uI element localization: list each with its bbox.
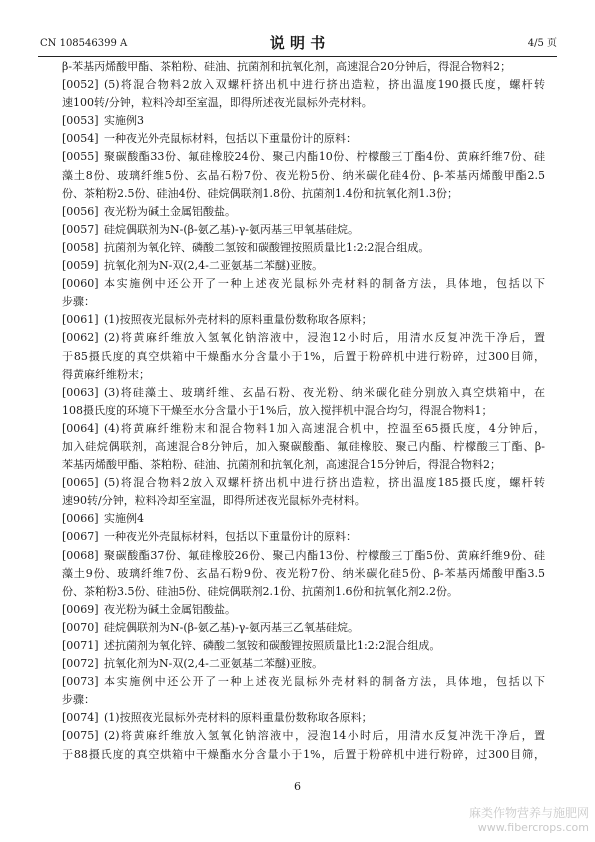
paragraph-0056 — [62, 203, 545, 221]
paragraph-first-line — [62, 76, 545, 94]
paragraph-text: 夜光粉为碱土金属铝酸盐。 — [104, 204, 236, 218]
paragraph-number: [0054] — [62, 132, 99, 146]
paragraph-first-line — [62, 547, 545, 565]
paragraph-first-line — [62, 239, 545, 257]
paragraph-text: (1)按照夜光鼠标外壳材料的原料重量份数称取各原料； — [104, 313, 373, 327]
paragraph-first-line — [62, 510, 545, 528]
paragraph-text: 一种夜光外壳鼠标材料，包括以下重量份计的原料： — [104, 530, 357, 544]
paragraph-first-line — [62, 112, 545, 130]
paragraph-number: [0065] — [62, 476, 99, 490]
paragraph-number: [0074] — [62, 711, 99, 725]
paragraph-text: 夜光粉为碱土金属铝酸盐。 — [104, 602, 236, 616]
paragraph-number: [0053] — [62, 114, 99, 128]
paragraph-number: [0064] — [62, 421, 99, 435]
paragraph-first-line — [62, 709, 545, 727]
document-title: 说 明 书 — [269, 34, 326, 52]
paragraph-first-line — [62, 311, 545, 329]
paragraph-number: [0052] — [62, 78, 99, 92]
paragraph-first-line — [62, 474, 545, 492]
paragraph-text: 抗菌剂为氧化锌、磷酸二氢铵和碳酸锂按照质量比1:2:2混合组成。 — [104, 240, 430, 254]
paragraph-0052 — [62, 76, 545, 112]
paragraph-0074 — [62, 709, 545, 727]
paragraph-first-line — [62, 528, 545, 546]
watermark-url: www.fibercrops.com — [477, 821, 589, 834]
paragraph-0069 — [62, 601, 545, 619]
patent-number: CN 108546399 A — [40, 38, 128, 49]
paragraph-first-line — [62, 727, 545, 745]
paragraph-text: 一种夜光外壳鼠标材料，包括以下重量份计的原料： — [104, 132, 357, 146]
watermark — [469, 806, 589, 835]
paragraph-text: 本实施例中还公开了一种上述夜光鼠标外壳材料的制备方法，具体地，包括以下 — [104, 675, 545, 689]
paragraph-number: [0069] — [62, 602, 99, 616]
paragraph-text: 硅烷偶联剂为N-(β-氨乙基)-γ-氨丙基三乙氧基硅烷。 — [104, 620, 360, 634]
carryover-line: β-苯基丙烯酸甲酯、茶粕粉、硅油、抗菌剂和抗氧化剂，高速混合20分钟后，得混合物料2； — [62, 60, 512, 73]
paragraph-number: [0055] — [62, 150, 99, 164]
paragraph-first-line — [62, 203, 545, 221]
paragraph-number: [0075] — [62, 729, 99, 743]
paragraph-number: [0056] — [62, 204, 99, 218]
paragraph-first-line — [62, 655, 545, 673]
paragraph-0058 — [62, 239, 545, 257]
paragraph-line: 108摄氏度的环境下干燥至水分含量小于1%后，放入搅拌机中混合均匀，得混合物料1； — [62, 403, 493, 417]
paragraph-0070 — [62, 619, 545, 637]
paragraph-line: 份、茶粕粉2.5份、硅油4份、硅烷偶联剂1.8份、抗菌剂1.4份和抗氧化剂1.3份； — [62, 186, 458, 200]
paragraph-first-line — [62, 384, 545, 402]
paragraph-number: [0073] — [62, 675, 99, 689]
paragraph-text: 硅烷偶联剂为N-(β-氨乙基)-γ-氨丙基三甲氧基硅烷。 — [104, 222, 360, 236]
paragraph-text: 聚碳酸酯33份、氟硅橡胶24份、聚己内酯10份、柠檬酸三丁酯4份、黄麻纤维7份、硅 — [104, 150, 545, 164]
paragraph-first-line — [62, 148, 545, 166]
description-body — [62, 58, 545, 764]
paragraph-text: (2)将黄麻纤维放入氢氧化钠溶液中，浸泡14小时后，用清水反复冲洗干净后，置 — [104, 729, 545, 743]
paragraph-0061 — [62, 311, 545, 329]
paragraph-first-line — [62, 221, 545, 239]
paragraph-number: [0071] — [62, 639, 99, 652]
paragraph-first-line — [62, 619, 545, 637]
paragraph-text: 聚碳酸酯37份、氟硅橡胶26份、聚己内酯13份、柠檬酸三丁酯5份、黄麻纤维9份、硅 — [104, 548, 545, 562]
paragraph-line: 份、茶粕粉3.5份、硅油5份、硅烷偶联剂2.1份、抗菌剂1.6份和抗氧化剂2.2份。 — [62, 584, 458, 598]
paragraph-0067 — [62, 528, 545, 546]
paragraph-first-line — [62, 275, 545, 293]
paragraph-0071 — [62, 637, 545, 655]
header-divider — [38, 56, 557, 57]
paragraph-number: [0063] — [62, 385, 99, 399]
paragraph-number: [0060] — [62, 277, 99, 291]
example-heading: 实施例3 — [104, 114, 144, 128]
paragraph-0073 — [62, 673, 545, 709]
paragraph-text: (5)将混合物料2放入双螺杆挤出机中进行挤出造粒，挤出温度185摄氏度，螺杆转 — [104, 476, 545, 490]
paragraph-line: 加入硅烷偶联剂，高速混合8分钟后，加入聚碳酸酯、氟硅橡胶、聚己内酯、柠檬酸三丁酯、β- — [62, 439, 545, 453]
paragraph-line: 于88摄氏度的真空烘箱中干燥酯水分含量小于1%，后置于粉碎机中进行粉碎，过300目筛， — [62, 747, 545, 761]
paragraph-line: 速100转/分钟，粒料冷却至室温，即得所述夜光鼠标外壳材料。 — [62, 96, 373, 110]
paragraph-line: 藻土9份、玻璃纤维7份、玄晶石粉9份、夜光粉7份、纳米碳化硅5份、β-苯基丙烯酸甲酯3.5 — [62, 566, 545, 580]
paragraph-text: 述抗菌剂为氧化锌、磷酸二氢铵和碳酸锂按照质量比1:2:2混合组成。 — [104, 639, 441, 652]
paragraph-first-line — [62, 257, 545, 275]
paragraph-line: 步骤： — [62, 295, 95, 309]
paragraph-number: [0066] — [62, 512, 99, 526]
paragraph-number: [0062] — [62, 331, 99, 345]
paragraph-0066 — [62, 510, 545, 528]
paragraph-line: 于85摄氏度的真空烘箱中干燥酯水分含量小于1%，后置于粉碎机中进行粉碎，过300目筛， — [62, 349, 545, 363]
paragraph-0075 — [62, 727, 545, 763]
paragraph-text: (1)按照夜光鼠标外壳材料的原料重量份数称取各原料； — [104, 711, 373, 725]
paragraph-text: (2)将黄麻纤维放入氢氧化钠溶液中，浸泡12小时后，用清水反复冲洗干净后，置 — [104, 331, 545, 345]
paragraph-number: [0057] — [62, 222, 99, 236]
paragraph-line: 得黄麻纤维粉末； — [62, 367, 150, 381]
paragraph-line: 步骤： — [62, 693, 95, 707]
paragraph-line: 速90转/分钟，粒料冷却至室温，即得所述夜光鼠标外壳材料。 — [62, 494, 366, 508]
paragraph-number: [0070] — [62, 620, 99, 634]
page-info: 4/5 页 — [527, 38, 557, 49]
paragraph-0055 — [62, 148, 545, 202]
paragraph-text: 本实施例中还公开了一种上述夜光鼠标外壳材料的制备方法，具体地，包括以下 — [104, 277, 545, 291]
paragraph-first-line — [62, 130, 545, 148]
paragraph-line: 苯基丙烯酸甲酯、茶粕粉、硅油、抗菌剂和抗氧化剂，高速混合15分钟后，得混合物料2； — [62, 458, 501, 472]
paragraph-text: (4)将黄麻纤维粉末和混合物料1加入高速混合机中，控温至65摄氏度，4分钟后， — [104, 421, 545, 435]
paragraph-0064 — [62, 420, 545, 474]
paragraph-0062 — [62, 329, 545, 383]
paragraph-first-line — [62, 329, 545, 347]
paragraph-text: 抗氧化剂为N-双(2,4-二亚氨基二苯醚)亚胺。 — [104, 259, 324, 273]
paragraph-0065 — [62, 474, 545, 510]
page-number: 6 — [294, 780, 301, 793]
paragraph-number: [0058] — [62, 240, 99, 254]
watermark-site-name: 麻类作物营养与施肥网 — [468, 806, 589, 820]
paragraph-first-line — [62, 637, 545, 655]
paragraph-0053 — [62, 112, 545, 130]
paragraph-number: [0072] — [62, 657, 99, 671]
paragraph-number: [0059] — [62, 259, 99, 273]
paragraph-first-line — [62, 420, 545, 438]
paragraph-text: (3)将硅藻土、玻璃纤维、玄晶石粉、夜光粉、纳米碳化硅分别放入真空烘箱中，在 — [104, 385, 545, 399]
paragraph-0068 — [62, 547, 545, 601]
paragraph-text: (5)将混合物料2放入双螺杆挤出机中进行挤出造粒，挤出温度190摄氏度，螺杆转 — [104, 78, 545, 92]
paragraph-first-line — [62, 601, 545, 619]
paragraph-text: 抗氧化剂为N-双(2,4-二亚氨基二苯醚)亚胺。 — [104, 657, 324, 671]
paragraph-line: 藻土8份、玻璃纤维5份、玄晶石粉7份、夜光粉5份、纳米碳化硅4份、β-苯基丙烯酸甲酯2.5 — [62, 168, 545, 182]
paragraph-number: [0068] — [62, 548, 99, 562]
paragraph-0059 — [62, 257, 545, 275]
example-heading: 实施例4 — [104, 512, 144, 526]
paragraph-first-line — [62, 673, 545, 691]
paragraph-0072 — [62, 655, 545, 673]
paragraph-0063 — [62, 384, 545, 420]
paragraph-0054 — [62, 130, 545, 148]
paragraph-0057 — [62, 221, 545, 239]
paragraph-0060 — [62, 275, 545, 311]
paragraph-number: [0061] — [62, 313, 99, 327]
paragraph-number: [0067] — [62, 530, 99, 544]
